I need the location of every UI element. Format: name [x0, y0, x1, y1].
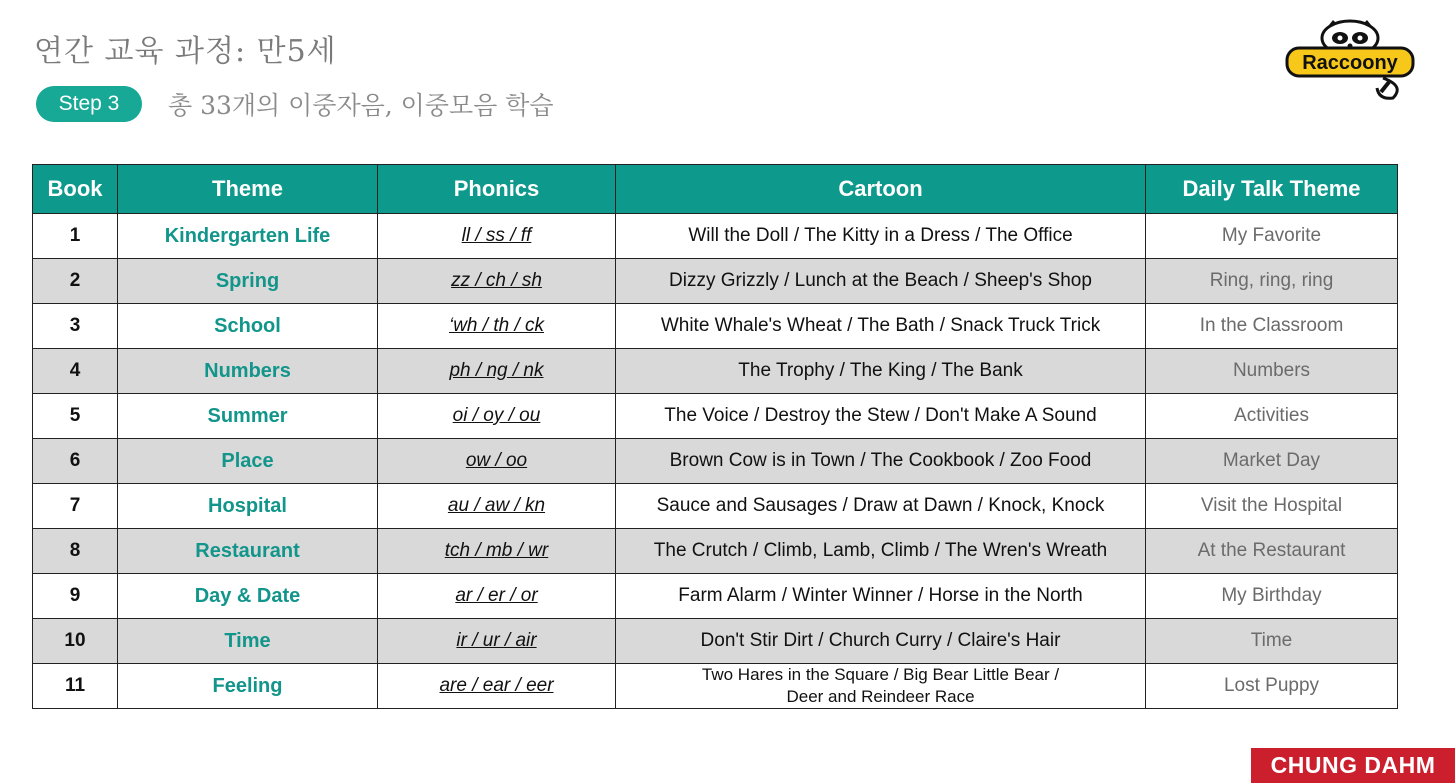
daily-talk-cell: My Favorite	[1146, 214, 1398, 259]
cartoon-cell: The Crutch / Climb, Lamb, Climb / The Wren's Wreath	[616, 529, 1146, 574]
theme-cell: Hospital	[118, 484, 378, 529]
table-row	[33, 259, 1398, 304]
daily-talk-cell: Activities	[1146, 394, 1398, 439]
daily-talk-cell: At the Restaurant	[1146, 529, 1398, 574]
daily-talk-cell: Time	[1146, 619, 1398, 664]
cartoon-cell: The Trophy / The King / The Bank	[616, 349, 1146, 394]
phonics-cell: ‘wh / th / ck	[378, 304, 616, 349]
daily-talk-cell: In the Classroom	[1146, 304, 1398, 349]
book-cell: 1	[33, 214, 118, 259]
book-cell: 11	[33, 664, 118, 709]
table-row	[33, 349, 1398, 394]
book-cell: 9	[33, 574, 118, 619]
daily-talk-cell: Numbers	[1146, 349, 1398, 394]
header-daily-talk: Daily Talk Theme	[1146, 165, 1398, 214]
curriculum-table	[32, 164, 1398, 709]
table-row	[33, 304, 1398, 349]
step-description: 총 33개의 이중자음, 이중모음 학습	[168, 91, 554, 120]
book-cell: 8	[33, 529, 118, 574]
theme-cell: Numbers	[118, 349, 378, 394]
phonics-cell: oi / oy / ou	[378, 394, 616, 439]
cartoon-cell: Will the Doll / The Kitty in a Dress / The Office	[616, 214, 1146, 259]
book-cell: 6	[33, 439, 118, 484]
theme-cell: School	[118, 304, 378, 349]
cartoon-cell	[616, 664, 1146, 709]
phonics-cell: zz / ch / sh	[378, 259, 616, 304]
step-badge: Step 3	[36, 86, 142, 122]
book-cell: 5	[33, 394, 118, 439]
cartoon-cell: The Voice / Destroy the Stew / Don't Make A Sound	[616, 394, 1146, 439]
theme-cell: Place	[118, 439, 378, 484]
phonics-cell: ll / ss / ff	[378, 214, 616, 259]
table-row	[33, 574, 1398, 619]
table-row	[33, 619, 1398, 664]
table-row	[33, 214, 1398, 259]
header-cartoon: Cartoon	[616, 165, 1146, 214]
cartoon-cell: Dizzy Grizzly / Lunch at the Beach / Sheep's Shop	[616, 259, 1146, 304]
daily-talk-cell: Ring, ring, ring	[1146, 259, 1398, 304]
book-cell: 10	[33, 619, 118, 664]
table-row	[33, 529, 1398, 574]
table-row	[33, 439, 1398, 484]
phonics-cell: ow / oo	[378, 439, 616, 484]
step-row	[36, 86, 554, 122]
theme-cell: Spring	[118, 259, 378, 304]
theme-cell: Time	[118, 619, 378, 664]
raccoony-logo	[1283, 18, 1417, 102]
header-phonics: Phonics	[378, 165, 616, 214]
cartoon-cell: Farm Alarm / Winter Winner / Horse in the North	[616, 574, 1146, 619]
cartoon-line-1: Two Hares in the Square / Big Bear Little Bear /	[701, 665, 1060, 684]
cartoon-cell: Don't Stir Dirt / Church Curry / Claire's Hair	[616, 619, 1146, 664]
header-theme: Theme	[118, 165, 378, 214]
theme-cell: Kindergarten Life	[118, 214, 378, 259]
cartoon-cell: Sauce and Sausages / Draw at Dawn / Knock, Knock	[616, 484, 1146, 529]
table-row	[33, 394, 1398, 439]
book-cell: 4	[33, 349, 118, 394]
theme-cell: Feeling	[118, 664, 378, 709]
theme-cell: Day & Date	[118, 574, 378, 619]
phonics-cell: au / aw / kn	[378, 484, 616, 529]
table-row	[33, 664, 1398, 709]
page-title: 연간 교육 과정: 만5세	[34, 34, 337, 69]
chungdahm-brand: CHUNG DAHM	[1251, 748, 1455, 783]
table-header-row	[33, 165, 1398, 214]
theme-cell: Summer	[118, 394, 378, 439]
phonics-cell: ph / ng / nk	[378, 349, 616, 394]
phonics-cell: ar / er / or	[378, 574, 616, 619]
phonics-cell: are / ear / eer	[378, 664, 616, 709]
cartoon-cell: Brown Cow is in Town / The Cookbook / Zoo Food	[616, 439, 1146, 484]
phonics-cell: ir / ur / air	[378, 619, 616, 664]
daily-talk-cell: Visit the Hospital	[1146, 484, 1398, 529]
daily-talk-cell: My Birthday	[1146, 574, 1398, 619]
daily-talk-cell: Lost Puppy	[1146, 664, 1398, 709]
logo-text: Raccoony	[1302, 52, 1398, 74]
theme-cell: Restaurant	[118, 529, 378, 574]
book-cell: 2	[33, 259, 118, 304]
table-row	[33, 484, 1398, 529]
header-book: Book	[33, 165, 118, 214]
book-cell: 3	[33, 304, 118, 349]
cartoon-line-2: Deer and Reindeer Race	[786, 687, 975, 706]
phonics-cell: tch / mb / wr	[378, 529, 616, 574]
book-cell: 7	[33, 484, 118, 529]
daily-talk-cell: Market Day	[1146, 439, 1398, 484]
cartoon-cell: White Whale's Wheat / The Bath / Snack Truck Trick	[616, 304, 1146, 349]
